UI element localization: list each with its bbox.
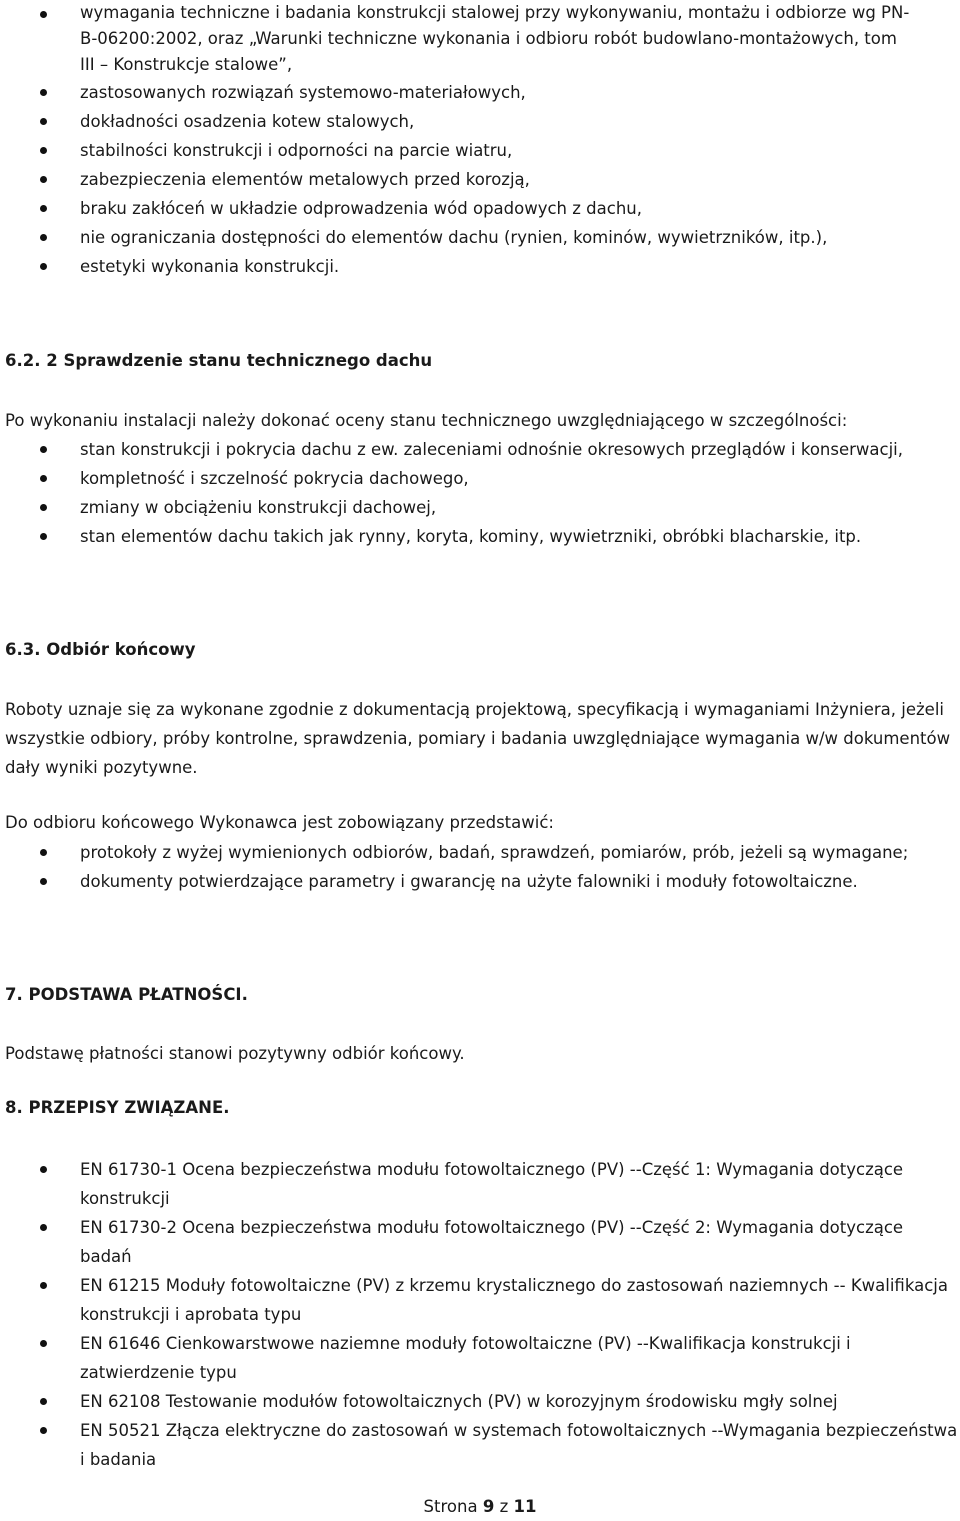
- list-item: protokoły z wyżej wymienionych odbiorów, badań, sprawdzeń, pomiarów, prób, jeżeli są wymagane;: [0, 838, 940, 867]
- list-item: zastosowanych rozwiązań systemowo-materiałowych,: [0, 78, 950, 107]
- list-item: EN 61215 Moduły fotowoltaiczne (PV) z krzemu krystalicznego do zastosowań naziemnych -- Kwalifikacja konstrukcji i aprobata typu: [0, 1271, 958, 1329]
- list-item: dokumenty potwierdzające parametry i gwarancję na użyte falowniki i moduły fotowoltaiczne.: [0, 867, 940, 896]
- list-item: braku zakłóceń w układzie odprowadzenia wód opadowych z dachu,: [0, 194, 950, 223]
- footer-of: z: [499, 1497, 509, 1516]
- list-item: stan elementów dachu takich jak rynny, koryta, kominy, wywietrzniki, obróbki blacharskie, itp.: [0, 522, 940, 551]
- section-heading-7: 7. PODSTAWA PŁATNOŚCI.: [5, 985, 248, 1004]
- list-item: dokładności osadzenia kotew stalowych,: [0, 107, 950, 136]
- list-item: EN 61730-2 Ocena bezpieczeństwa modułu fotowoltaicznego (PV) --Część 2: Wymagania dotyczące badań: [0, 1213, 958, 1271]
- section-heading-6-3: 6.3. Odbiór końcowy: [5, 640, 196, 659]
- list-item: EN 61730-1 Ocena bezpieczeństwa modułu fotowoltaicznego (PV) --Część 1: Wymagania dotyczące konstrukcji: [0, 1155, 958, 1213]
- section-6-3-paragraph: Roboty uznaje się za wykonane zgodnie z dokumentacją projektową, specyfikacją i wymaganiami Inżyniera, jeżeli wszystkie odbiory, próby kontrolne, sprawdzenia, pomiary i badania uwzględniające wymagania w/w dokumentów dały wyniki pozytywne.: [5, 700, 951, 777]
- section-6-3-documents-intro: Do odbioru końcowego Wykonawca jest zobowiązany przedstawić:: [5, 813, 554, 832]
- section-heading-8: 8. PRZEPISY ZWIĄZANE.: [5, 1098, 230, 1117]
- list-item: EN 50521 Złącza elektryczne do zastosowań w systemach fotowoltaicznych --Wymagania bezpieczeństwa i badania: [0, 1416, 958, 1474]
- footer-total-pages: 11: [513, 1497, 537, 1516]
- final-documents-list: [0, 838, 940, 896]
- section-7-text: Podstawę płatności stanowi pozytywny odbiór końcowy.: [5, 1044, 465, 1063]
- page-footer: [0, 1497, 960, 1517]
- list-item: EN 62108 Testowanie modułów fotowoltaicznych (PV) w korozyjnym środowisku mgły solnej: [0, 1387, 958, 1416]
- list-item: stan konstrukcji i pokrycia dachu z ew. zaleceniami odnośnie okresowych przeglądów i konserwacji,: [0, 435, 940, 464]
- regulations-list: [0, 1155, 958, 1474]
- list-item: zabezpieczenia elementów metalowych przed korozją,: [0, 165, 950, 194]
- requirements-list: [0, 0, 950, 281]
- list-item: EN 61646 Cienkowarstwowe naziemne moduły fotowoltaiczne (PV) --Kwalifikacja konstrukcji i zatwierdzenie typu: [0, 1329, 958, 1387]
- list-item: zmiany w obciążeniu konstrukcji dachowej,: [0, 493, 940, 522]
- section-heading-6-2-2: 6.2. 2 Sprawdzenie stanu technicznego dachu: [5, 351, 433, 370]
- footer-page-number: 9: [482, 1497, 495, 1516]
- list-item: estetyki wykonania konstrukcji.: [0, 252, 950, 281]
- list-item: wymagania techniczne i badania konstrukcji stalowej przy wykonywaniu, montażu i odbiorze wg PN-B-06200:2002, oraz „Warunki techniczne wykonania i odbioru robót budowlano-montażowych, tom III – Konstrukcje stalowe”,: [0, 0, 950, 78]
- footer-label: Strona: [423, 1497, 478, 1516]
- section-6-2-2-intro: Po wykonaniu instalacji należy dokonać oceny stanu technicznego uwzględniającego w szczególności:: [5, 411, 848, 430]
- list-item: stabilności konstrukcji i odporności na parcie wiatru,: [0, 136, 950, 165]
- list-item: kompletność i szczelność pokrycia dachowego,: [0, 464, 940, 493]
- list-item: nie ograniczania dostępności do elementów dachu (rynien, kominów, wywietrzników, itp.),: [0, 223, 950, 252]
- roof-check-list: [0, 435, 940, 551]
